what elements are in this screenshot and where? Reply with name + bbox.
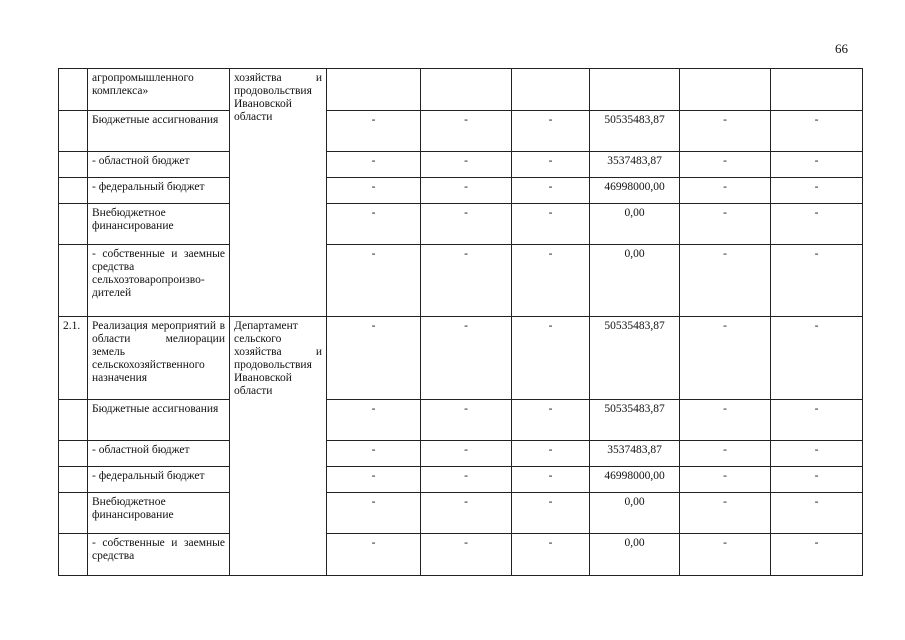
value-cell: - <box>680 441 771 467</box>
row-number-cell <box>59 467 88 493</box>
value-cell <box>680 69 771 111</box>
value-cell: - <box>512 441 590 467</box>
value-cell: - <box>421 493 512 534</box>
row-number-cell <box>59 152 88 178</box>
value-cell: - <box>421 317 512 400</box>
value-cell: - <box>680 245 771 317</box>
value-cell: - <box>421 178 512 204</box>
value-cell: 0,00 <box>590 245 680 317</box>
executor-cell: Департамент сельского хозяйства и продовольствия Ивановской области <box>230 317 327 576</box>
value-cell: 46998000,00 <box>590 178 680 204</box>
value-cell: - <box>680 111 771 152</box>
value-cell: - <box>327 534 421 576</box>
value-cell: - <box>771 152 863 178</box>
value-cell: - <box>512 178 590 204</box>
table-row <box>59 204 863 245</box>
value-cell: - <box>421 245 512 317</box>
row-name-cell: агропромышленного комплекса» <box>88 69 230 111</box>
value-cell: - <box>327 152 421 178</box>
row-name-cell: Бюджетные ассигнования <box>88 111 230 152</box>
value-cell: 46998000,00 <box>590 467 680 493</box>
value-cell: - <box>421 152 512 178</box>
row-number-cell <box>59 493 88 534</box>
value-cell: - <box>680 400 771 441</box>
value-cell: - <box>327 245 421 317</box>
row-name-cell: - собственные и заемные средства <box>88 534 230 576</box>
value-cell: - <box>512 152 590 178</box>
budget-table <box>58 68 863 576</box>
value-cell: - <box>512 467 590 493</box>
row-number-cell <box>59 178 88 204</box>
row-name-cell: - собственные и заемные средства сельхозтоваропроизво-дителей <box>88 245 230 317</box>
row-name-cell: Внебюджетное финансирование <box>88 204 230 245</box>
value-cell: - <box>680 493 771 534</box>
row-number-cell <box>59 111 88 152</box>
value-cell: 3537483,87 <box>590 152 680 178</box>
value-cell <box>590 69 680 111</box>
value-cell: - <box>771 534 863 576</box>
value-cell: - <box>680 467 771 493</box>
value-cell: - <box>421 441 512 467</box>
budget-table-body <box>59 69 863 576</box>
value-cell: - <box>327 111 421 152</box>
value-cell: - <box>771 441 863 467</box>
value-cell: - <box>512 111 590 152</box>
row-number-cell <box>59 69 88 111</box>
row-name-cell: - областной бюджет <box>88 441 230 467</box>
value-cell: - <box>771 204 863 245</box>
row-name-cell: Бюджетные ассигнования <box>88 400 230 441</box>
value-cell: - <box>771 317 863 400</box>
value-cell: - <box>771 178 863 204</box>
table-row <box>59 441 863 467</box>
value-cell: - <box>327 204 421 245</box>
value-cell: - <box>512 493 590 534</box>
value-cell: - <box>680 534 771 576</box>
table-row <box>59 111 863 152</box>
value-cell: - <box>680 317 771 400</box>
value-cell: 50535483,87 <box>590 400 680 441</box>
value-cell: - <box>421 534 512 576</box>
table-row <box>59 152 863 178</box>
row-number-cell <box>59 204 88 245</box>
value-cell: - <box>421 111 512 152</box>
value-cell: 0,00 <box>590 534 680 576</box>
value-cell: - <box>512 400 590 441</box>
value-cell <box>771 69 863 111</box>
value-cell: - <box>327 441 421 467</box>
row-name-cell: - федеральный бюджет <box>88 178 230 204</box>
value-cell: - <box>680 204 771 245</box>
value-cell: - <box>327 178 421 204</box>
value-cell: - <box>327 467 421 493</box>
value-cell: 3537483,87 <box>590 441 680 467</box>
value-cell: - <box>421 204 512 245</box>
value-cell: 50535483,87 <box>590 317 680 400</box>
value-cell: - <box>421 467 512 493</box>
value-cell: - <box>327 317 421 400</box>
table-row <box>59 534 863 576</box>
table-row <box>59 178 863 204</box>
table-row <box>59 317 863 400</box>
value-cell: - <box>771 467 863 493</box>
table-row <box>59 467 863 493</box>
row-number-cell <box>59 245 88 317</box>
row-name-cell: Реализация мероприятий в области мелиорации земель сельскохозяйственного назначения <box>88 317 230 400</box>
row-number-cell <box>59 400 88 441</box>
page-number: 66 <box>835 41 848 56</box>
value-cell: - <box>512 245 590 317</box>
value-cell: - <box>327 493 421 534</box>
row-name-cell: - федеральный бюджет <box>88 467 230 493</box>
value-cell: - <box>512 204 590 245</box>
value-cell: - <box>771 400 863 441</box>
value-cell: 0,00 <box>590 493 680 534</box>
table-row <box>59 400 863 441</box>
value-cell: 0,00 <box>590 204 680 245</box>
executor-cell: хозяйства и продовольствия Ивановской области <box>230 69 327 317</box>
value-cell: - <box>680 178 771 204</box>
value-cell: - <box>327 400 421 441</box>
table-row <box>59 493 863 534</box>
row-number-cell <box>59 441 88 467</box>
row-name-cell: - областной бюджет <box>88 152 230 178</box>
value-cell <box>327 69 421 111</box>
table-row <box>59 245 863 317</box>
value-cell: - <box>771 493 863 534</box>
value-cell: 50535483,87 <box>590 111 680 152</box>
value-cell: - <box>421 400 512 441</box>
value-cell: - <box>771 245 863 317</box>
value-cell: - <box>512 317 590 400</box>
value-cell <box>421 69 512 111</box>
table-row <box>59 69 863 111</box>
value-cell <box>512 69 590 111</box>
value-cell: - <box>680 152 771 178</box>
value-cell: - <box>771 111 863 152</box>
value-cell: - <box>512 534 590 576</box>
row-number-cell: 2.1. <box>59 317 88 400</box>
row-number-cell <box>59 534 88 576</box>
row-name-cell: Внебюджетное финансирование <box>88 493 230 534</box>
